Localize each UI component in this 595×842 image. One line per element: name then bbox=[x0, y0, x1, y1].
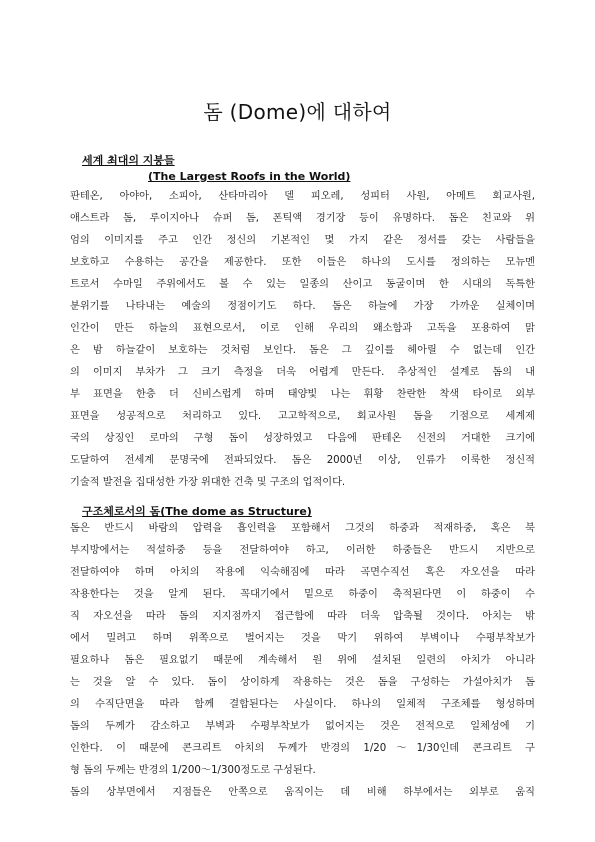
paragraph-line: 애스트라 돔, 루이지아나 슈퍼 돔, 폰틱액 경기장 등이 유명하다. 돔은 친교와 위 bbox=[70, 213, 535, 224]
paragraph-line: 필요하나 돔은 필요없기 때문에 계속해서 원 위에 설치된 일련의 아치가 아니라 bbox=[70, 655, 535, 666]
document-title: 돔 (Dome)에 대하여 bbox=[203, 100, 392, 124]
section2-heading: 구조체로서의 돔(The dome as Structure) bbox=[82, 505, 312, 518]
paragraph-line: 분위기를 나타내는 예술의 정점이기도 하다. 돔은 하늘에 가장 가까운 실체이며 bbox=[70, 301, 535, 312]
paragraph-line: 전달하여야 하며 아치의 작용에 익숙해짐에 따라 곡면수직선 혹은 자오선을 따라 bbox=[70, 567, 535, 578]
paragraph-line: 형 돔의 두께는 반경의 1/200～1/300정도로 구성된다. bbox=[70, 765, 316, 776]
paragraph-line: 트로서 수마일 주위에서도 볼 수 있는 일종의 산이고 동굴이며 한 시대의 독특한 bbox=[70, 279, 535, 290]
paragraph-line: 돔은 반드시 바람의 압력을 흡인력을 포함해서 그것의 하중과 적재하중, 혹은 북 bbox=[70, 523, 535, 534]
paragraph-line: 판테온, 아야아, 소피아, 산타마리아 델 피오레, 성피터 사원, 아메트 회교사원, bbox=[70, 191, 535, 202]
paragraph-line: 에서 밀려고 하며 위쪽으로 벌어지는 것을 막기 위하여 부벽이나 수평부착보가 bbox=[70, 633, 535, 644]
paragraph-line: 작용한다는 것을 알게 된다. 꼭대기에서 밑으로 하중이 축적된다면 이 하중이 수 bbox=[70, 589, 535, 600]
paragraph-line: 돔의 상부면에서 지점들은 안쪽으로 움직이는 데 비해 하부에서는 외부로 움직 bbox=[70, 787, 535, 798]
paragraph-line: 부지방에서는 적설하중 등을 전달하여야 하고, 이러한 하중들은 반드시 지반으로 bbox=[70, 545, 535, 556]
paragraph-line: 직 자오선을 따라 돔의 지지점까지 접근함에 따라 더욱 압축될 것이다. 아치는 밖 bbox=[70, 611, 535, 622]
paragraph-line: 은 밤 하늘같이 보호하는 것처럼 보인다. 돔은 그 깊이를 헤아릴 수 없는데 인간 bbox=[70, 345, 535, 356]
paragraph-line: 는 것을 알 수 있다. 돔이 상이하게 작용하는 것은 돔을 구성하는 가설아치가 돔 bbox=[70, 677, 535, 688]
paragraph-line: 인한다. 이 때문에 콘크리트 아치의 두께가 반경의 1/20～1/30인데 콘크리트 구 bbox=[70, 743, 535, 754]
paragraph-line: 의 이미지 부차가 그 크기 측정을 더욱 어렵게 만든다. 추상적인 설계로 돔의 내 bbox=[70, 367, 535, 378]
paragraph-line: 표면을 성공적으로 처리하고 있다. 고고학적으로, 회교사원 돔을 기점으로 세계제 bbox=[70, 411, 535, 422]
paragraph-line: 보호하고 수용하는 공간을 제공한다. 또한 이들은 하나의 도시를 정의하는 모뉴멘 bbox=[70, 257, 535, 268]
paragraph-line: 기술적 발전을 집대성한 가장 위대한 건축 및 구조의 업적이다. bbox=[70, 477, 346, 488]
section1-heading-korean: 세계 최대의 지붕들 bbox=[82, 154, 175, 167]
paragraph-line: 도달하여 전세계 문명국에 전파되었다. 돔은 2000년 이상, 인류가 이룩한 정신적 bbox=[70, 455, 535, 466]
section1-heading-english: (The Largest Roofs in the World) bbox=[148, 170, 351, 183]
paragraph-line: 부 표면을 한층 더 신비스럽게 하며 태양빛 나는 휘황 찬란한 착색 타이로 외부 bbox=[70, 389, 535, 400]
paragraph-line: 인간이 만든 하늘의 표현으로서, 이로 인해 우리의 왜소함과 고독을 포용하여 맑 bbox=[70, 323, 535, 334]
paragraph-line: 돔의 두께가 감소하고 부벽과 수평부착보가 없어지는 것은 전적으로 일체성에 기 bbox=[70, 721, 535, 732]
paragraph-line: 국의 상징인 로마의 구형 돔이 성장하였고 다음에 판테온 신전의 거대한 크기에 bbox=[70, 433, 535, 444]
paragraph-line: 엄의 이미지를 주고 인간 정신의 기본적인 몇 가지 같은 정서를 갖는 사람들을 bbox=[70, 235, 535, 246]
paragraph-line: 의 수직단면을 따라 함께 결합된다는 사실이다. 하나의 일체적 구조체를 형성하며 bbox=[70, 699, 535, 710]
